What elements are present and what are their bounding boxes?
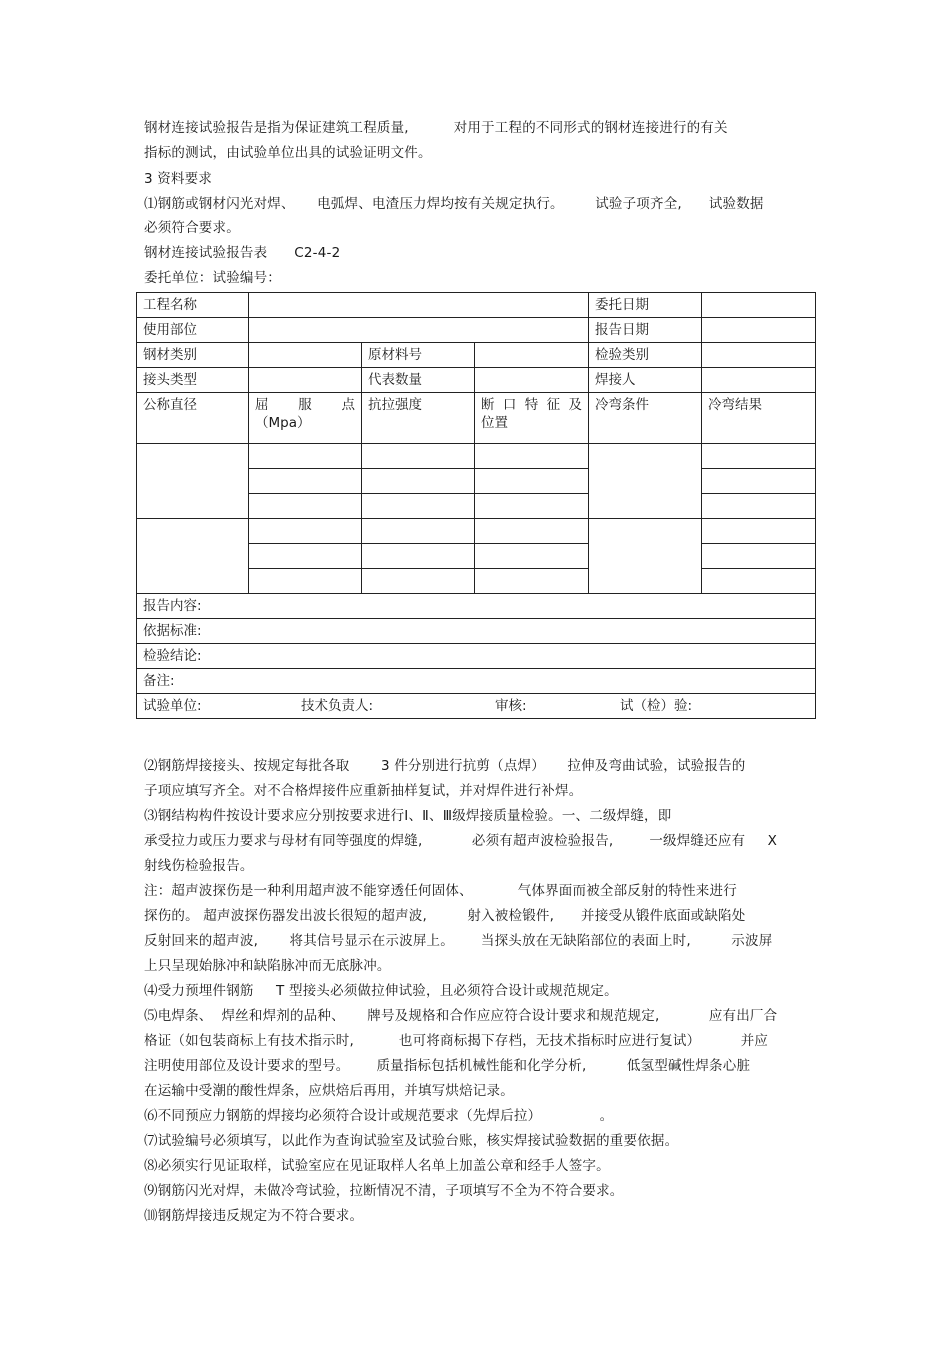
cell-yield[interactable] — [249, 544, 362, 569]
paragraph-line: ⑷受力预埋件钢筋 T 型接头必须做拉伸试验，且必须符合设计或规范规定。 — [144, 983, 618, 999]
field-project-name[interactable] — [249, 293, 589, 318]
table-row — [137, 694, 816, 719]
paragraph-line: 格证（如包装商标上有技术指示时, 也可将商标揭下存档，无技术指标时应进行复试） 并应 — [144, 1033, 769, 1049]
section-title: 3 资料要求 — [144, 171, 213, 187]
paragraph-line: ⑻必须实行见证取样，试验室应在见证取样人名单上加盖公章和经手人签字。 — [144, 1158, 610, 1174]
paragraph-line: 承受拉力或压力要求与母材有同等强度的焊缝, 必须有超声波检验报告, 一级焊缝还应有 X — [144, 833, 778, 849]
paragraph-line: ⑶钢结构构件按设计要求应分别按要求进行Ⅰ、Ⅱ、Ⅲ级焊接质量检验。一、二级焊缝，即 — [144, 808, 672, 824]
paragraph-line: ⑼钢筋闪光对焊，未做冷弯试验，拉断情况不清，子项填写不全为不符合要求。 — [144, 1183, 624, 1199]
intro-line-1: 钢材连接试验报告是指为保证建筑工程质量, 对用于工程的不同形式的钢材连接进行的有关 — [144, 120, 728, 136]
cell-fracture[interactable] — [475, 469, 589, 494]
paragraph-line: ⑺试验编号必须填写，以此作为查询试验室及试验台账，核实焊接试验数据的重要依据。 — [144, 1133, 679, 1149]
cell-bend-result[interactable] — [702, 569, 816, 594]
header-fracture-line-1: 断 口 特 征 及 — [481, 397, 583, 413]
header-bend-condition: 冷弯条件 — [589, 393, 702, 444]
label-steel-type: 钢材类别 — [137, 343, 249, 368]
cell-fracture[interactable] — [475, 444, 589, 469]
paragraph-line: 反射回来的超声波, 将其信号显示在示波屏上。 当探头放在无缺陷部位的表面上时, 示波屏 — [144, 933, 773, 949]
table-row — [137, 594, 816, 619]
requirement-1-line-1: ⑴钢筋或钢材闪光对焊、 电弧焊、电渣压力焊均按有关规定执行。 试验子项齐全, 试验数据 — [144, 196, 764, 212]
label-project-name: 工程名称 — [137, 293, 249, 318]
table-row — [137, 368, 816, 393]
paragraph-line: ⑹不同预应力钢筋的焊接均必须符合设计或规范要求（先焊后拉） 。 — [144, 1108, 614, 1124]
data-row — [137, 519, 816, 544]
test-report-table — [136, 292, 816, 719]
field-entrust-date[interactable] — [702, 293, 816, 318]
label-welder: 焊接人 — [589, 368, 702, 393]
cell-diameter-group-2[interactable] — [137, 519, 249, 594]
remark-row[interactable]: 备注: — [137, 669, 816, 694]
cell-yield[interactable] — [249, 444, 362, 469]
table-row — [137, 293, 816, 318]
field-inspect-type[interactable] — [702, 343, 816, 368]
field-rep-qty[interactable] — [475, 368, 589, 393]
label-report-date: 报告日期 — [589, 318, 702, 343]
paragraph-line: ⑸电焊条、 焊丝和焊剂的品种、 牌号及规格和合作应应符合设计要求和规范规定, 应有出厂合 — [144, 1008, 778, 1024]
form-meta: 委托单位：试验编号： — [144, 270, 281, 286]
paragraph-line: 射线伤检验报告。 — [144, 858, 254, 874]
cell-yield[interactable] — [249, 469, 362, 494]
cell-tensile[interactable] — [362, 544, 475, 569]
sig-test-unit: 试验单位: — [143, 698, 202, 714]
cell-bend-condition-group-1[interactable] — [589, 444, 702, 519]
field-welder[interactable] — [702, 368, 816, 393]
paragraph-line: 注明使用部位及设计要求的型号。 质量指标包括机械性能和化学分析, 低氢型碱性焊条心脏 — [144, 1058, 751, 1074]
cell-fracture[interactable] — [475, 494, 589, 519]
field-steel-type[interactable] — [249, 343, 362, 368]
cell-bend-result[interactable] — [702, 444, 816, 469]
header-yield-point-line-1: 屈 服 点 — [255, 397, 355, 413]
signature-row — [137, 694, 816, 719]
table-row — [137, 669, 816, 694]
paragraph-line: 注：超声波探伤是一种利用超声波不能穿透任何固体、 气体界面而被全部反射的特性来进行 — [144, 883, 737, 899]
header-yield-point — [249, 393, 362, 444]
paragraph-line: ⑽钢筋焊接违反规定为不符合要求。 — [144, 1208, 364, 1224]
label-material-no: 原材料号 — [362, 343, 475, 368]
cell-bend-condition-group-2[interactable] — [589, 519, 702, 594]
label-rep-qty: 代表数量 — [362, 368, 475, 393]
label-joint-type: 接头类型 — [137, 368, 249, 393]
cell-tensile[interactable] — [362, 494, 475, 519]
table-row — [137, 343, 816, 368]
conclusion-row[interactable]: 检验结论: — [137, 644, 816, 669]
cell-bend-result[interactable] — [702, 494, 816, 519]
paragraph-line: ⑵钢筋焊接接头、按规定每批各取 3 件分别进行抗剪（点焊） 拉伸及弯曲试验，试验报告的 — [144, 758, 746, 774]
form-title: 钢材连接试验报告表 C2-4-2 — [144, 245, 341, 261]
table-row — [137, 619, 816, 644]
cell-yield[interactable] — [249, 569, 362, 594]
cell-tensile[interactable] — [362, 469, 475, 494]
header-yield-point-line-2: （Mpa） — [255, 415, 311, 431]
field-use-part[interactable] — [249, 318, 589, 343]
field-report-date[interactable] — [702, 318, 816, 343]
paragraph-line: 探伤的。 超声波探伤器发出波长很短的超声波, 射入被检锻件, 并接受从锻件底面或缺陷处 — [144, 908, 746, 924]
cell-diameter-group-1[interactable] — [137, 444, 249, 519]
cell-fracture[interactable] — [475, 544, 589, 569]
intro-line-2: 指标的测试，由试验单位出具的试验证明文件。 — [144, 145, 432, 161]
paragraph-line: 子项应填写齐全。对不合格焊接件应重新抽样复试，并对焊件进行补焊。 — [144, 783, 583, 799]
label-entrust-date: 委托日期 — [589, 293, 702, 318]
cell-yield[interactable] — [249, 494, 362, 519]
cell-tensile[interactable] — [362, 569, 475, 594]
header-nominal-diameter: 公称直径 — [137, 393, 249, 444]
requirement-1-line-2: 必须符合要求。 — [144, 220, 240, 236]
table-header-row — [137, 393, 816, 444]
field-joint-type[interactable] — [249, 368, 362, 393]
cell-yield[interactable] — [249, 519, 362, 544]
field-material-no[interactable] — [475, 343, 589, 368]
sig-review: 审核: — [495, 698, 527, 714]
sig-tester: 试（检）验: — [620, 698, 693, 714]
header-tensile-strength: 抗拉强度 — [362, 393, 475, 444]
cell-fracture[interactable] — [475, 569, 589, 594]
data-row — [137, 444, 816, 469]
paragraph-line: 上只呈现始脉冲和缺陷脉冲而无底脉冲。 — [144, 958, 391, 974]
label-use-part: 使用部位 — [137, 318, 249, 343]
report-content-row[interactable]: 报告内容: — [137, 594, 816, 619]
cell-fracture[interactable] — [475, 519, 589, 544]
standard-row[interactable]: 依据标准: — [137, 619, 816, 644]
cell-bend-result[interactable] — [702, 469, 816, 494]
cell-tensile[interactable] — [362, 444, 475, 469]
table-row — [137, 318, 816, 343]
cell-bend-result[interactable] — [702, 544, 816, 569]
header-bend-result: 冷弯结果 — [702, 393, 816, 444]
cell-tensile[interactable] — [362, 519, 475, 544]
paragraph-line: 在运输中受潮的酸性焊条，应烘焙后再用，并填写烘焙记录。 — [144, 1083, 514, 1099]
table-row — [137, 644, 816, 669]
sig-tech-lead: 技术负责人: — [301, 698, 374, 714]
label-inspect-type: 检验类别 — [589, 343, 702, 368]
header-fracture — [475, 393, 589, 444]
cell-bend-result[interactable] — [702, 519, 816, 544]
header-fracture-line-2: 位置 — [481, 415, 508, 431]
